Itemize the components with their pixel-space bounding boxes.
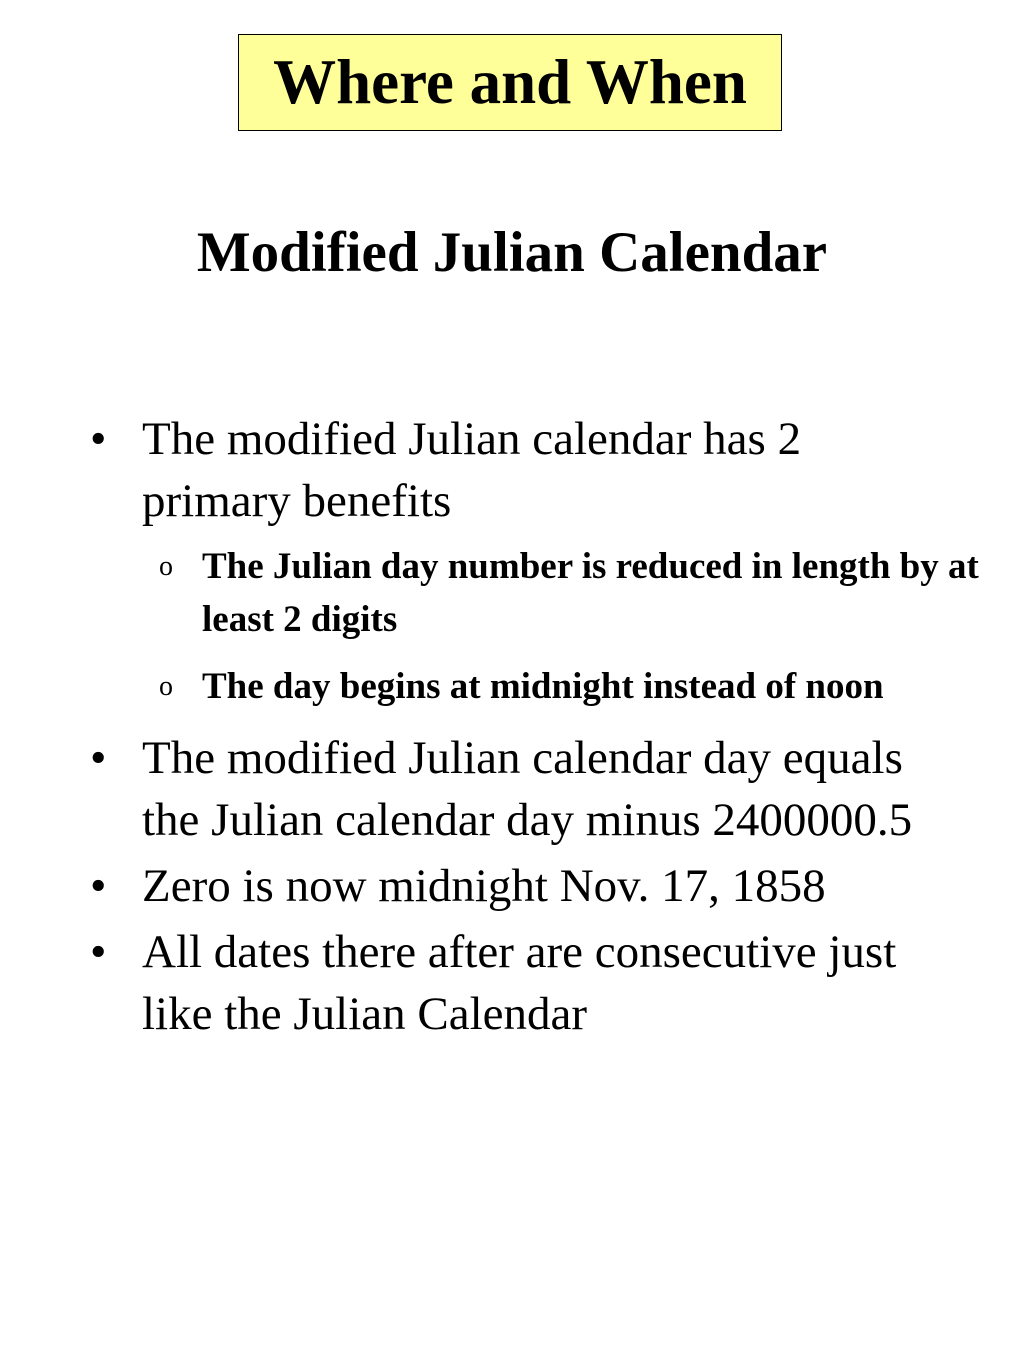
bullet-item [0,408,1024,713]
bullet-glyph: • [90,413,107,465]
slide-title: Where and When [273,47,747,117]
sub-bullet-item [142,660,1004,713]
sub-bullet-list [142,540,979,713]
bullet-text: All dates there after are consecutive just like the Julian Calendar [142,926,897,1040]
bullet-item [0,727,1024,851]
bullet-item [0,855,1024,917]
bullet-text: The modified Julian calendar day equals the Julian calendar day minus 2400000.5 [142,732,913,846]
bullet-glyph: • [90,732,107,784]
sub-bullet-item [142,540,1004,646]
sub-bullet-glyph: o [159,551,173,582]
sub-bullet-text: The day begins at midnight instead of noon [202,666,884,707]
bullet-glyph: • [90,926,107,978]
bullet-list [0,408,1024,1049]
bullet-item [0,921,1024,1045]
sub-bullet-glyph: o [159,671,173,702]
sub-bullet-text: The Julian day number is reduced in length by at least 2 digits [202,546,979,640]
slide-subtitle: Modified Julian Calendar [196,221,828,284]
title-banner [238,34,782,131]
bullet-text: The modified Julian calendar has 2 primary benefits [142,413,802,527]
bullet-text: Zero is now midnight Nov. 17, 1858 [142,860,826,912]
bullet-glyph: • [90,860,107,912]
